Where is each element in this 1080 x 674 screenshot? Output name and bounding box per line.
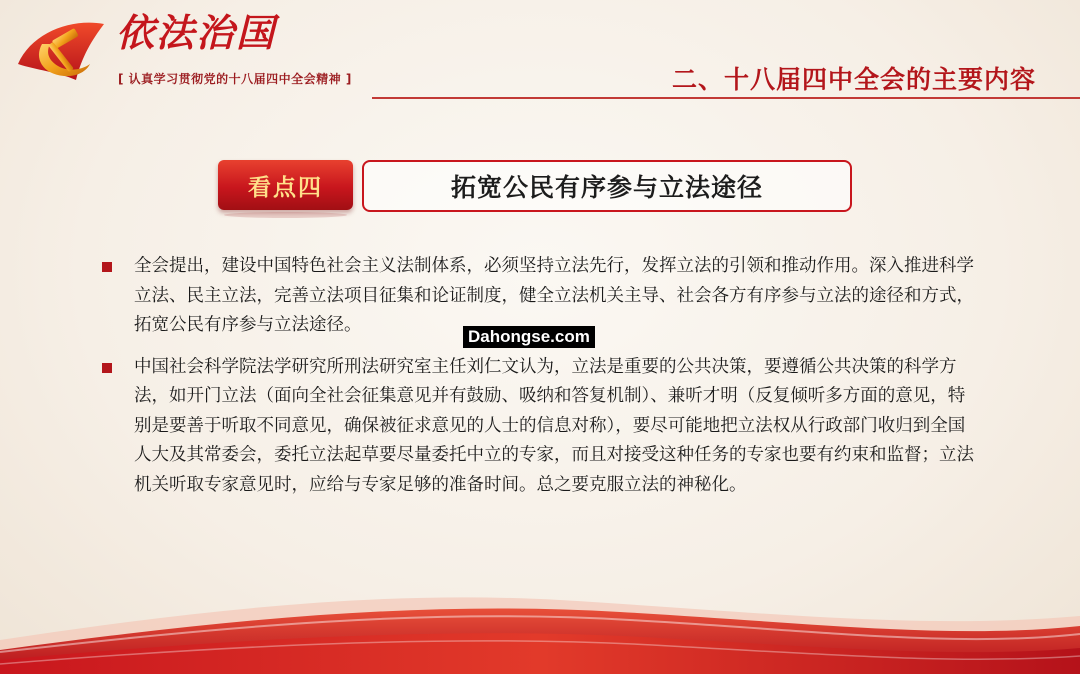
brand-subtitle: [ 认真学习贯彻党的十八届四中全会精神 ] xyxy=(118,72,352,86)
topic-title: 拓宽公民有序参与立法途径 xyxy=(450,173,763,202)
point-badge-label: 看点四 xyxy=(248,174,323,201)
watermark: Dahongse.com xyxy=(463,326,595,348)
paragraph xyxy=(102,353,982,501)
section-title: 二、十八届四中全会的主要内容 xyxy=(671,65,1036,94)
party-emblem-icon xyxy=(12,14,108,94)
content-body xyxy=(102,252,982,512)
red-wave-decoration xyxy=(0,560,1080,674)
bullet-square-icon xyxy=(102,363,112,373)
header-divider xyxy=(372,97,1080,99)
topic-title-box xyxy=(362,160,852,212)
paragraph-text: 中国社会科学院法学研究所刑法研究室主任刘仁文认为，立法是重要的公共决策，要遵循公共决策的科学方法，如开门立法（面向全社会征集意见并有鼓励、吸纳和答复机制）、兼听才明（反复倾听多方面的意见，特别是要善于听取不同意见，确保被征求意见的人士的信息对称），要尽可能地把立法权从行政部门收归到全国人大及其常委会，委托立法起草要尽量委托中立的专家，而且对接受这种任务的专家也要有约束和监督；立法机关听取专家意见时，应给与专家足够的准备时间。总之要克服立法的神秘化。 xyxy=(134,356,974,495)
point-badge xyxy=(218,160,353,210)
paragraph-text: 全会提出，建设中国特色社会主义法制体系，必须坚持立法先行，发挥立法的引领和推动作用。深入推进科学立法、民主立法，完善立法项目征集和论证制度，健全立法机关主导、社会各方有序参与立法的途径和方式，拓宽公民有序参与立法途径。 xyxy=(134,256,974,335)
bullet-square-icon xyxy=(102,262,112,272)
brand-title: 依法治国 xyxy=(116,10,277,55)
